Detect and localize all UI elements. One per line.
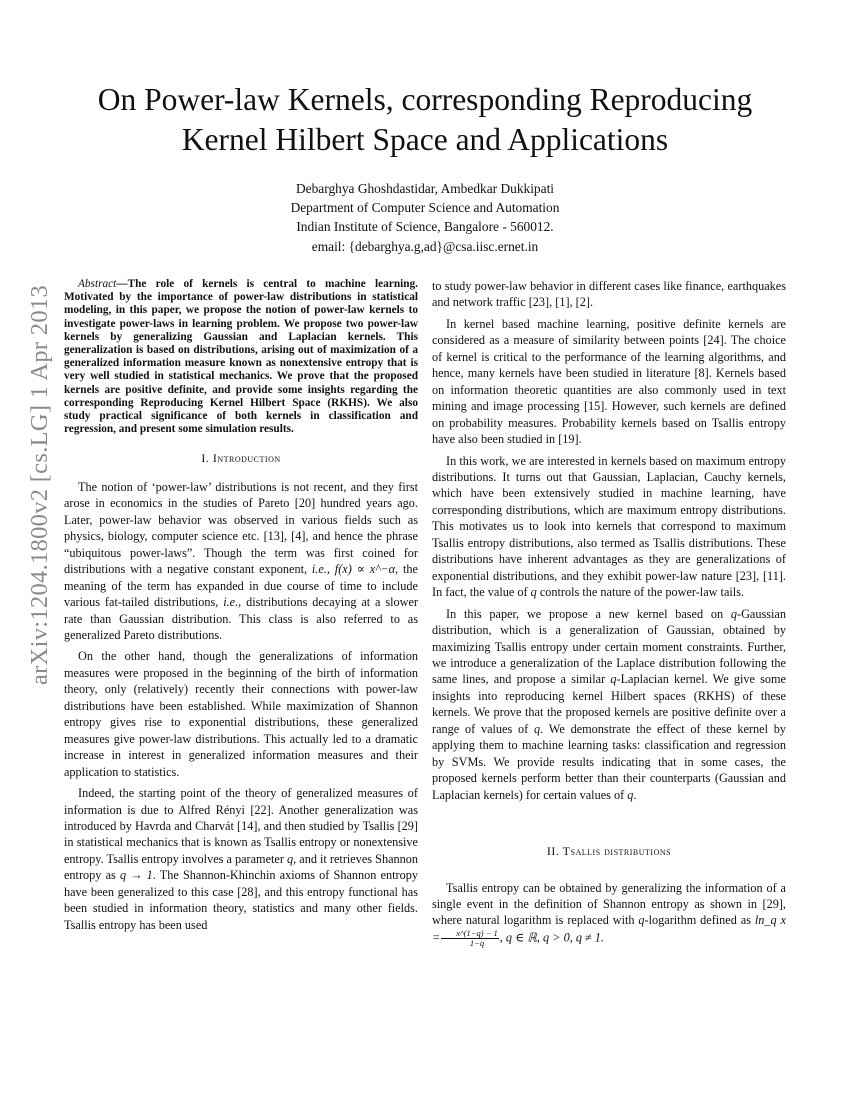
abstract-label: Abstract <box>78 278 117 290</box>
fraction-numerator: x^(1−q) − 1 <box>441 929 499 939</box>
right-column <box>432 278 786 953</box>
email-line: email: {debarghya.g,ad}@csa.iisc.ernet.in <box>311 238 539 254</box>
q-log-lhs: ln_q x = <box>432 913 787 945</box>
author-names: Debarghya Ghoshdastidar, Ambedkar Dukkipati <box>295 181 555 196</box>
abstract <box>64 278 418 436</box>
section-heading-introduction: I. Introduction <box>201 451 281 466</box>
author-block <box>100 179 750 256</box>
intro-paragraph-5: In this work, we are interested in kernels based on maximum entropy distributions. It turns out that Gaussian, Laplacian, Cauchy kernels, which have been extensively studied in machine learning, have corresponding distributions, which are maximum entropy distributions. This motivates us to look into kernels that correspond to maximum Tsallis entropy distributions, also termed as Tsallis distributions. These distributions have inherent advantages as they are generalizations of exponential distributions, and they exhibit power-law nature [23], [11]. In fact, the value of q controls the nature of the power-law tails. <box>432 453 786 600</box>
power-law-formula: f(x) ∝ x^−α <box>329 562 396 577</box>
q-log-fraction <box>441 929 499 948</box>
arxiv-side-stamp <box>20 284 60 686</box>
intro-paragraph-2: On the other hand, though the generalizations of information measures were proposed in the beginning of the birth of information theory, only (relatively) recently their connections with power-law distributions have been established. While maximization of Shannon entropy gives rise to exponential distributions, these generalized measures give power-law distributions. This actually led to a dramatic increase in interest in generalized information measures and their application to statistics. <box>64 649 418 779</box>
intro-paragraph-1: The notion of ‘power-law’ distributions is not recent, and they first arose in economics in the studies of Pareto [20] hundred years ago. Later, power-law behavior was observed in various fields such as physics, biology, computer science etc. [13], [4], and hence the phrase “ubiquitous power-laws”. Though the term was first coined for distributions with a negative constant exponent, i.e., f(x) ∝ x^−α, the meaning of the term has expanded in due course of time to include various fat-tailed distributions, i.e., distributions decaying at a slower rate than Gaussian distribution. This class is also referred to as generalized Pareto distributions. <box>64 479 418 642</box>
abstract-text: —The role of kernels is central to machine learning. Motivated by the importance of power-law distributions in statistical modeling, in this paper, we propose the notion of power-law kernels to investigate power-laws in learning problem. We propose two power-law kernels by generalizing Gaussian and Laplacian kernels. This generalization is based on distributions, arising out of maximization of a generalized information measure known as nonextensive entropy that is very well studied in statistical mechanics. We prove that the proposed kernels are positive definite, and provide some insights regarding the corresponding Reproducing Kernel Hilbert Space (RKHS). We also study practical significance of both kernels in classification and regression, and present some simulation results. <box>64 278 418 436</box>
limit-expression: q → 1 <box>119 868 153 883</box>
intro-paragraph-6: In this paper, we propose a new kernel based on q-Gaussian distribution, which is a generalization of Gaussian, obtained by maximizing Tsallis entropy under certain moment constraints. Further, we introduce a generalization of the Laplace distribution following the same lines, and propose a similar q-Laplacian kernel. We give some insights into reproducing kernel Hilbert spaces (RKHS) of these kernels. We prove that the proposed kernels are positive definite over a range of values of q. We demonstrate the effect of these kernel by applying them to machine learning tasks: classification and regression by SVMs. We provide results indicating that in some cases, the proposed kernels perform better than their counterparts (Gaussian and Laplacian kernels) for certain values of q. <box>432 606 786 802</box>
intro-paragraph-4: In kernel based machine learning, positive definite kernels are considered as a measure of similarity between points [24]. The choice of kernel is critical to the performance of the learning algorithms, and hence, many kernels have been studied in literature [8]. Kernels based on information theoretic quantities are also commonly used in text mining and image processing [15]. However, such kernels are defined on probability measures. Probability kernels based on Tsallis entropy have also been studied in [19]. <box>432 316 786 447</box>
q-constraints: , q ∈ ℝ, q > 0, q ≠ 1. <box>499 930 604 945</box>
arxiv-identifier: arXiv:1204.1800v2 [cs.LG] 1 Apr 2013 <box>26 284 53 686</box>
tsallis-paragraph-1: Tsallis entropy can be obtained by generalizing the information of a single event in the definition of Shannon entropy as shown in [29], where natural logarithm is replaced with q-logarithm defined as ln_q x = $\frac{x\^{}(1-q) - 1}{1-q}$ , q ∈ ℝ, q > 0, q ≠ 1. <box>432 880 787 948</box>
fraction-denominator: 1−q <box>469 937 485 948</box>
institute: Indian Institute of Science, Bangalore - 560012. <box>296 219 554 235</box>
intro-paragraph-3: Indeed, the starting point of the theory of generalized measures of information is due to Alfred Rényi [22]. Another generalization was introduced by Havrda and Charvát [14], and then studied by Tsallis [29] in statistical mechanics that is known as Tsallis entropy or nonextensive entropy. Tsallis entropy involves a parameter q, and it retrieves Shannon entropy as q → 1. The Shannon-Khinchin axioms of Shannon entropy have been generalized to this case [28], and this entropy functional has been studied in information theory, statistics and many other fields. Tsallis entropy has been used <box>64 786 419 932</box>
intro-paragraph-continued: to study power-law behavior in different cases like finance, earthquakes and network traffic [23], [1], [2]. <box>432 279 786 310</box>
department: Department of Computer Science and Automation <box>290 200 560 216</box>
left-column <box>64 278 418 938</box>
paper-title: On Power-law Kernels, corresponding Reproducing Kernel Hilbert Space and Applications <box>97 82 753 157</box>
section-heading-tsallis: II. Tsallis distributions <box>546 844 672 859</box>
